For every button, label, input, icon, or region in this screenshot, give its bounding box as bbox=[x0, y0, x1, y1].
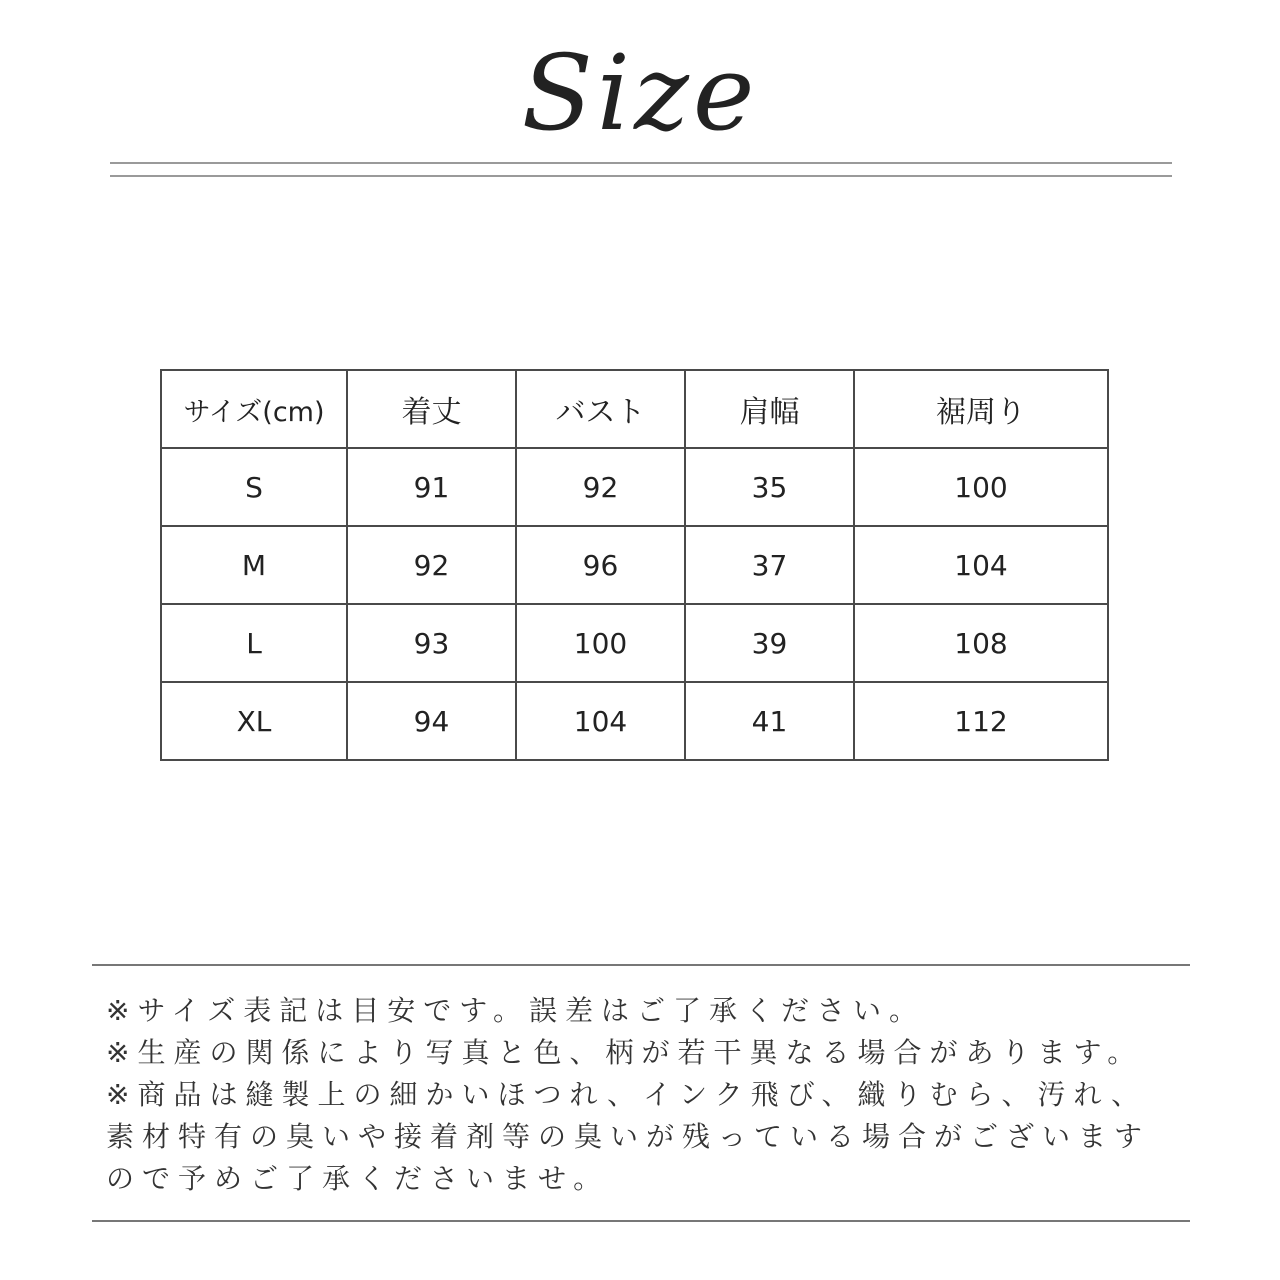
note-line: ※商品は縫製上の細かいほつれ、インク飛び、織りむら、汚れ、 bbox=[106, 1078, 1148, 1111]
note-line: ので予めご了承くださいませ。 bbox=[106, 1162, 610, 1195]
bust-value: 104 bbox=[516, 682, 685, 760]
title-divider-upper bbox=[110, 162, 1172, 164]
hem-circumference-value: 112 bbox=[854, 682, 1108, 760]
hem-circumference-value: 100 bbox=[854, 448, 1108, 526]
size-label: M bbox=[161, 526, 347, 604]
hem-circumference-value: 104 bbox=[854, 526, 1108, 604]
header-bust: バスト bbox=[516, 370, 685, 448]
length-value: 91 bbox=[347, 448, 516, 526]
bust-value: 100 bbox=[516, 604, 685, 682]
page-title: Size bbox=[521, 32, 759, 154]
header-size-cm: サイズ(cm) bbox=[161, 370, 347, 448]
hem-circumference-value: 108 bbox=[854, 604, 1108, 682]
shoulder-width-value: 39 bbox=[685, 604, 854, 682]
size-label: L bbox=[161, 604, 347, 682]
note-line: ※生産の関係により写真と色、柄が若干異なる場合があります。 bbox=[106, 1036, 1144, 1069]
bust-value: 92 bbox=[516, 448, 685, 526]
title-divider-lower bbox=[110, 175, 1172, 177]
notes-section bbox=[106, 990, 1206, 1200]
length-value: 92 bbox=[347, 526, 516, 604]
note-line: ※サイズ表記は目安です。誤差はご了承ください。 bbox=[106, 994, 925, 1027]
shoulder-width-value: 35 bbox=[685, 448, 854, 526]
notes-divider-bottom bbox=[92, 1220, 1190, 1222]
size-label: XL bbox=[161, 682, 347, 760]
bust-value: 96 bbox=[516, 526, 685, 604]
note-line: 素材特有の臭いや接着剤等の臭いが残っている場合がございます bbox=[106, 1120, 1151, 1153]
shoulder-width-value: 37 bbox=[685, 526, 854, 604]
table-row bbox=[161, 682, 1108, 760]
table-header-row bbox=[161, 370, 1108, 448]
size-label: S bbox=[161, 448, 347, 526]
length-value: 94 bbox=[347, 682, 516, 760]
table-row bbox=[161, 526, 1108, 604]
header-hem-circumference: 裾周り bbox=[854, 370, 1108, 448]
size-table bbox=[160, 369, 1109, 761]
header-shoulder-width: 肩幅 bbox=[685, 370, 854, 448]
notes-divider-top bbox=[92, 964, 1190, 966]
table-row bbox=[161, 448, 1108, 526]
length-value: 93 bbox=[347, 604, 516, 682]
table-row bbox=[161, 604, 1108, 682]
shoulder-width-value: 41 bbox=[685, 682, 854, 760]
header-length: 着丈 bbox=[347, 370, 516, 448]
